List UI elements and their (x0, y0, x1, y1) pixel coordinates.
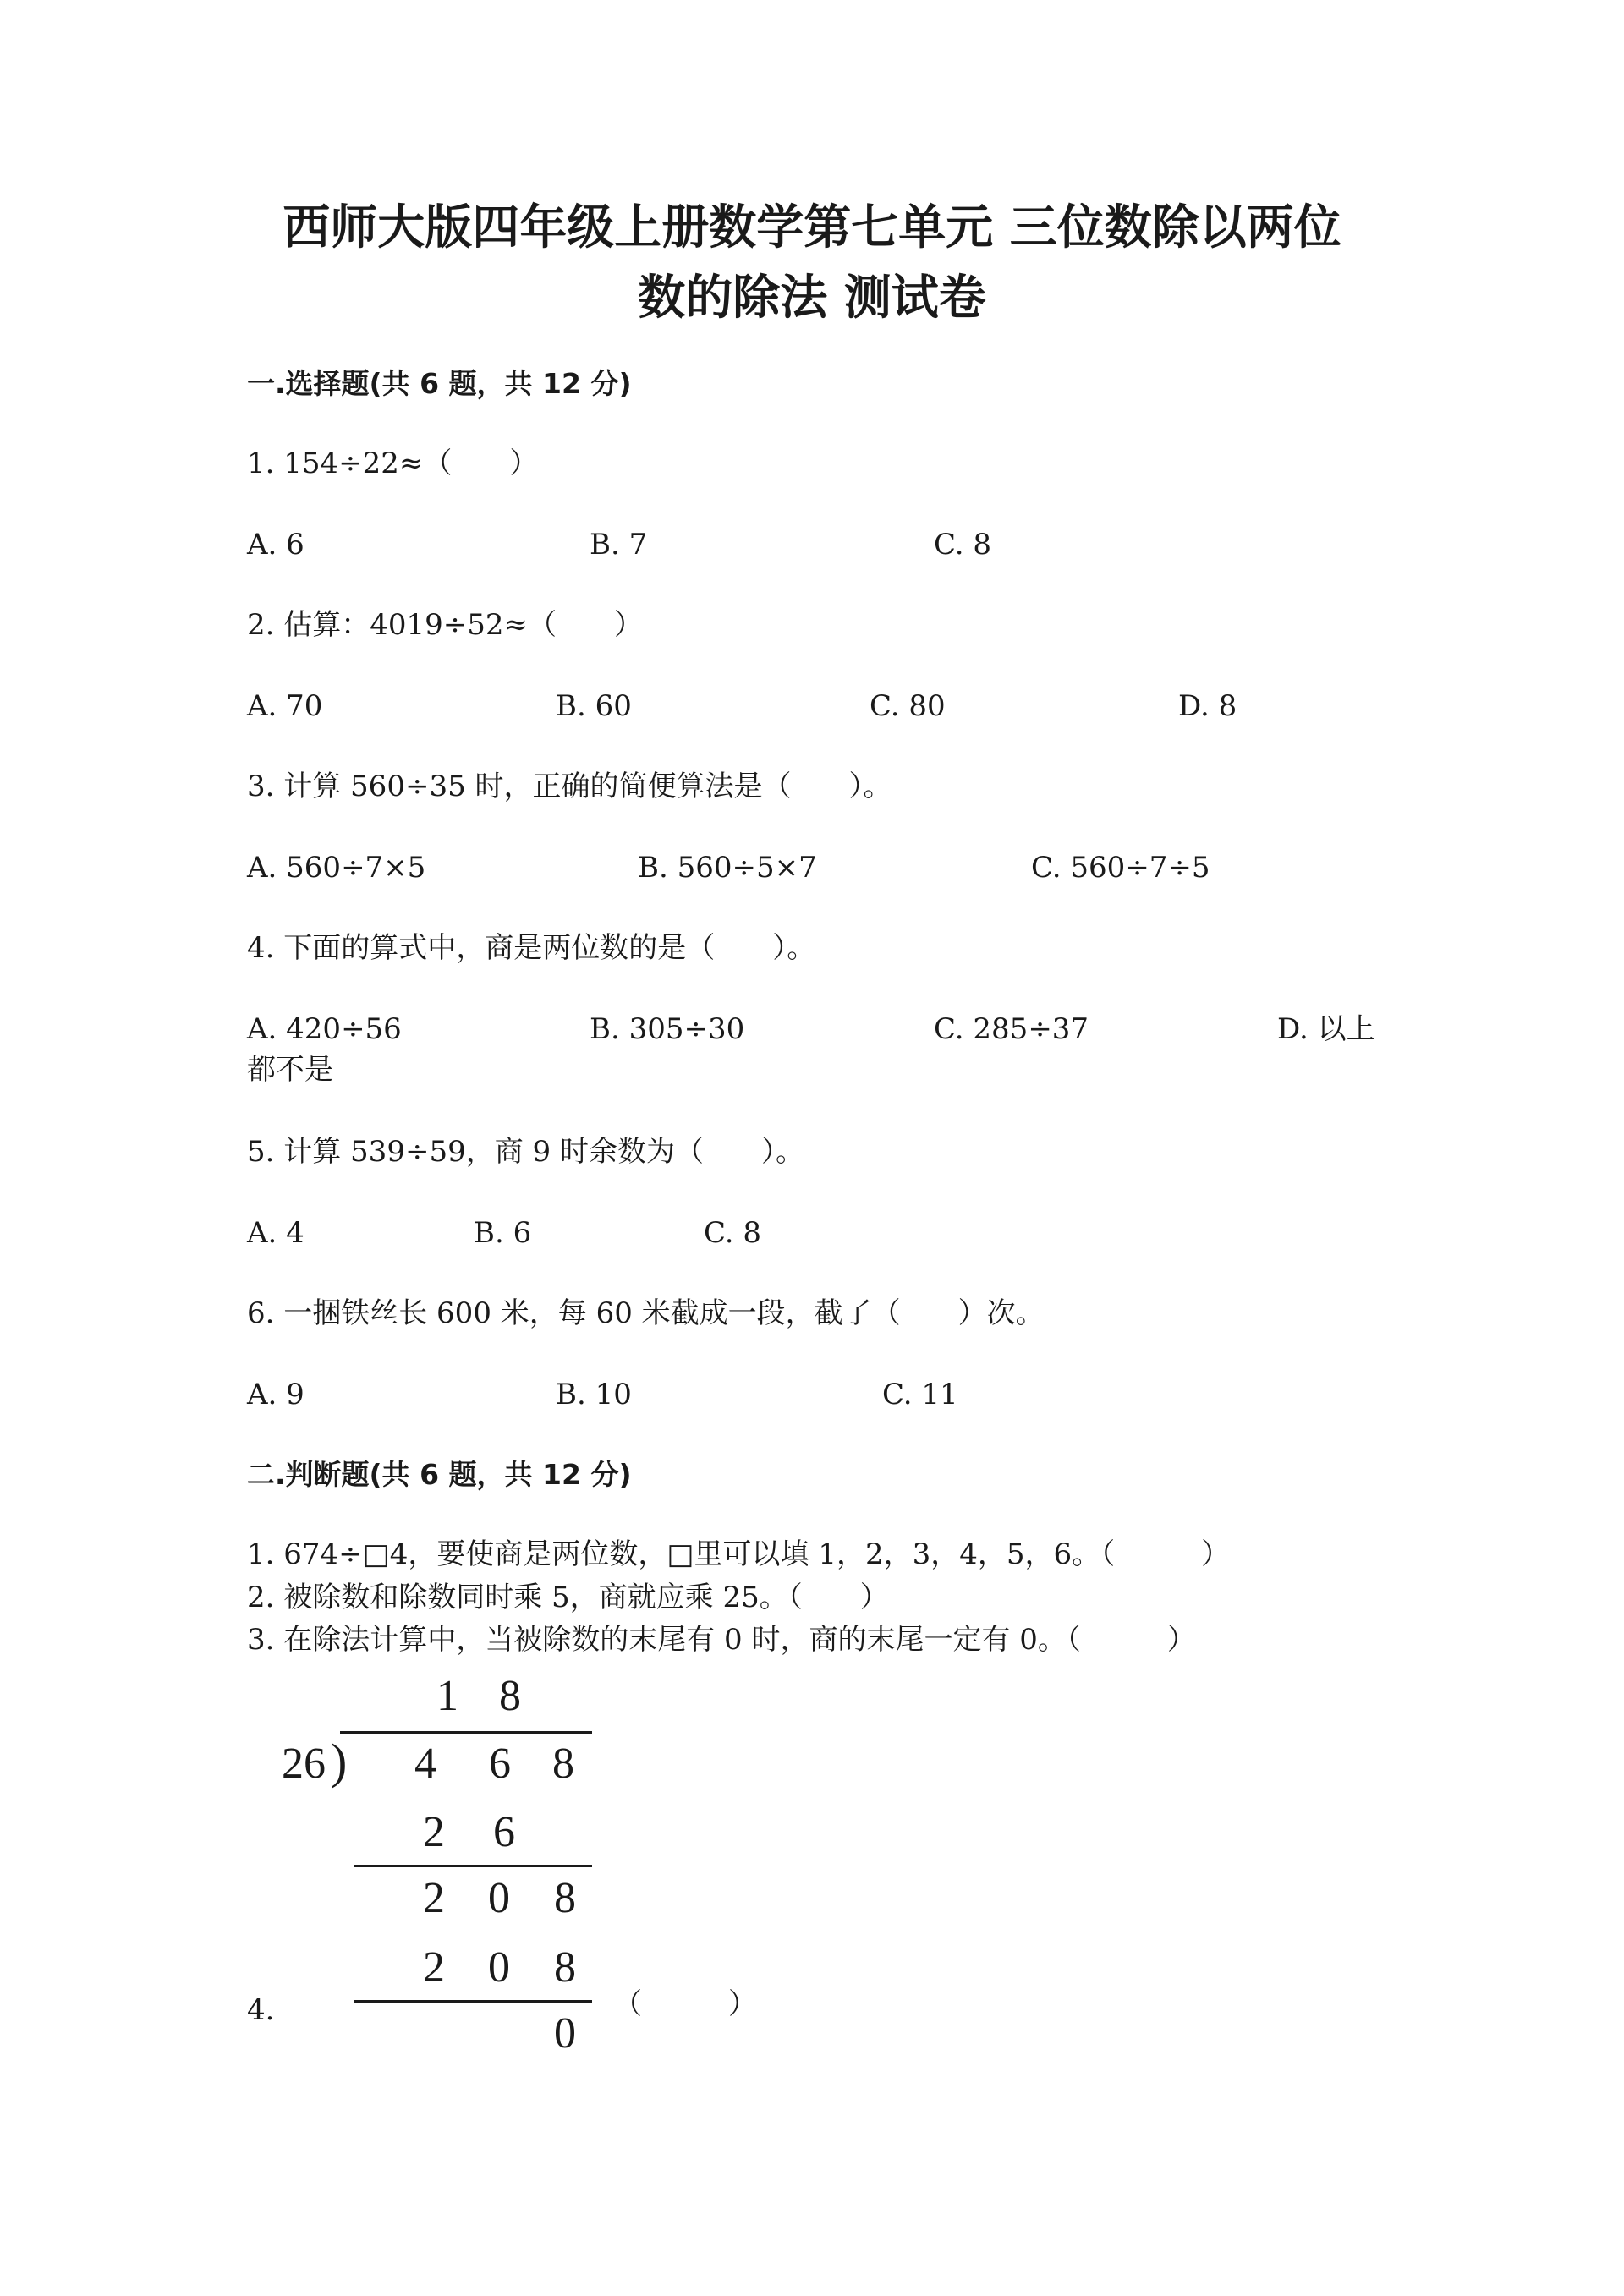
step2-digit: 2 (423, 1874, 445, 1922)
option-1-4-b: B. 305÷30 (590, 1012, 745, 1046)
question-1-2: 2. 估算：4019÷52≈（ ） (247, 608, 644, 642)
question-2-2: 2. 被除数和除数同时乘 5，商就应乘 25。（ ） (247, 1581, 889, 1614)
quotient-digit: 1 (436, 1672, 458, 1720)
subtraction-line (354, 1865, 592, 1867)
option-1-4-d: D. 以上 (1277, 1012, 1375, 1046)
question-1-3: 3. 计算 560÷35 时，正确的简便算法是（ ）。 (247, 770, 892, 803)
step2-digit: 8 (554, 1874, 576, 1922)
question-1-6: 6. 一捆铁丝长 600 米，每 60 米截成一段，截了（ ）次。 (247, 1296, 1045, 1330)
option-1-6-a: A. 9 (247, 1378, 304, 1411)
section-1-heading: 一.选择题(共 6 题，共 12 分) (247, 367, 632, 400)
option-1-1-a: A. 6 (247, 528, 304, 562)
step1-digit: 6 (493, 1808, 515, 1856)
option-1-3-b: B. 560÷5×7 (638, 851, 817, 885)
division-bar (340, 1731, 592, 1734)
question-2-4-number: 4. (247, 1993, 275, 2027)
option-1-2-d: D. 8 (1178, 689, 1237, 723)
question-1-4: 4. 下面的算式中，商是两位数的是（ ）。 (247, 931, 816, 965)
dividend-digit: 4 (414, 1740, 436, 1788)
question-1-5: 5. 计算 539÷59，商 9 时余数为（ ）。 (247, 1135, 804, 1169)
divisor: 26 (282, 1740, 326, 1788)
option-1-4-d-continued: 都不是 (247, 1053, 333, 1087)
question-2-4-paren: （ ） (613, 1987, 757, 2021)
option-1-5-c: C. 8 (704, 1216, 762, 1250)
option-1-4-a: A. 420÷56 (247, 1012, 402, 1046)
option-1-1-b: B. 7 (590, 528, 648, 562)
option-1-5-b: B. 6 (474, 1216, 532, 1250)
option-1-6-b: B. 10 (556, 1378, 632, 1411)
subtraction-line (354, 2000, 592, 2003)
option-1-2-a: A. 70 (247, 689, 323, 723)
section-2-heading: 二.判断题(共 6 题，共 12 分) (247, 1458, 632, 1491)
step2-digit: 0 (488, 1874, 510, 1922)
option-1-2-b: B. 60 (556, 689, 632, 723)
step1-digit: 2 (423, 1808, 445, 1856)
page-title-line-2: 数的除法 测试卷 (638, 271, 986, 326)
option-1-2-c: C. 80 (870, 689, 946, 723)
option-1-3-a: A. 560÷7×5 (247, 851, 426, 885)
question-2-3: 3. 在除法计算中，当被除数的末尾有 0 时，商的末尾一定有 0。（ ） (247, 1623, 1196, 1657)
option-1-1-c: C. 8 (934, 528, 992, 562)
question-2-1: 1. 674÷□4，要使商是两位数，□里可以填 1，2，3，4，5，6。（ ） (247, 1537, 1231, 1571)
dividend-digit: 6 (489, 1740, 511, 1788)
dividend-digit: 8 (552, 1740, 574, 1788)
step3-digit: 8 (554, 1943, 576, 1992)
option-1-6-c: C. 11 (882, 1378, 958, 1411)
page-title-line-1: 西师大版四年级上册数学第七单元 三位数除以两位 (283, 200, 1341, 255)
option-1-5-a: A. 4 (247, 1216, 304, 1250)
remainder: 0 (554, 2009, 576, 2058)
step3-digit: 2 (423, 1943, 445, 1992)
quotient-digit: 8 (499, 1672, 521, 1720)
question-1-1: 1. 154÷22≈（ ） (247, 447, 539, 480)
option-1-4-c: C. 285÷37 (934, 1012, 1089, 1046)
division-bracket: ) (331, 1734, 348, 1789)
option-1-3-c: C. 560÷7÷5 (1031, 851, 1210, 885)
step3-digit: 0 (488, 1943, 510, 1992)
